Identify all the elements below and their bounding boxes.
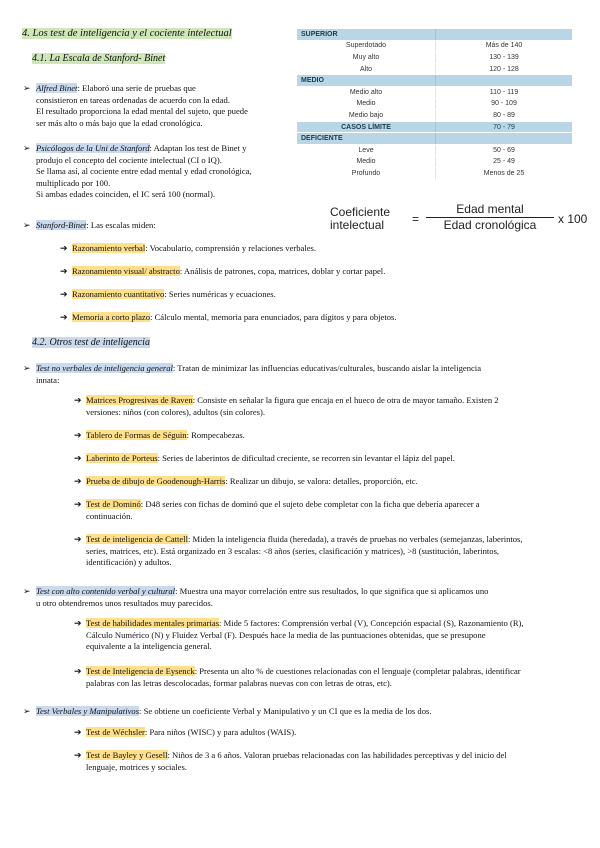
list-item: ➔ Tablero de Formas de Séguin: Rompecabezas. <box>74 430 245 440</box>
bullet-stanford-binet: ➢ Stanford-Binet: Las escalas miden: <box>23 220 156 230</box>
main-heading: 4. Los test de inteligencia y el cociente intelectual <box>22 28 232 39</box>
table-header-row: SUPERIOR <box>297 29 572 40</box>
table-row: Medio 25 - 49 <box>297 156 572 168</box>
formula-fraction <box>426 202 554 233</box>
list-item: ➔ Prueba de dibujo de Goodenough-Harris: Realizar un dibujo, se valora: detalles, proporción, etc. <box>74 476 418 486</box>
list-item: ➔ Test de habilidades mentales primarias: Mide 5 factores: Comprensión verbal (V), Concepción espacial (S), Razonamiento (R), Cálculo Numérico (N) y Fluidez Verbal (F). Después hace la media de las puntuaciones obtenidas, que se presupone equivalente a la inteligencia general. <box>74 618 524 652</box>
right-arrow-icon: ➔ <box>74 453 82 463</box>
table-header-row: MEDIO <box>297 75 572 87</box>
list-item: ➔ Memoria a corto plazo: Cálculo mental, memoria para enunciados, para dígitos y para objetos. <box>60 312 397 322</box>
list-item: ➔ Test de inteligencia de Cattell: Miden la inteligencia fluida (heredada), a través de pruebas no verbales (semejanzas, laberintos, series, matrices, etc). Está organizado en 3 escalas: <8 años (series, clasificación y matrices), >8 (sustitución, laberintos, identificación) y adultos. <box>74 534 523 568</box>
right-arrow-icon: ➔ <box>74 499 82 509</box>
table-row: Superdotado Más de 140 <box>297 40 572 52</box>
formula-lhs: Coeficiente intelectual <box>330 205 391 232</box>
list-item: ➔ Test de Wéchsler: Para niños (WISC) y para adultos (WAIS). <box>74 727 297 737</box>
table-header-row: CASOS LÍMITE 70 - 79 <box>297 121 572 133</box>
list-item: ➔ Test de Dominó: D48 series con fichas de dominó que el sujeto debe completar con la ficha que debería aparecer a continuación. <box>74 499 480 521</box>
arrow-bullet-icon: ➢ <box>23 83 31 93</box>
table-row: Medio 90 - 109 <box>297 98 572 110</box>
right-arrow-icon: ➔ <box>60 266 68 276</box>
arrow-bullet-icon: ➢ <box>23 143 31 153</box>
table-row: Profundo Menos de 25 <box>297 168 572 180</box>
right-arrow-icon: ➔ <box>74 727 82 737</box>
right-arrow-icon: ➔ <box>74 534 82 544</box>
bullet-no-verbales: ➢ Test no verbales de inteligencia general: Tratan de minimizar las influencias educativas/culturales, buscando aislar la inteligencia innata: <box>23 363 482 385</box>
list-item: ➔ Laberinto de Porteus: Series de laberintos de dificultad creciente, se recorren sin levantar el lápiz del papel. <box>74 453 455 463</box>
right-arrow-icon: ➔ <box>74 750 82 760</box>
table-row: Medio bajo 80 - 89 <box>297 110 572 122</box>
iq-classification-table <box>297 29 572 180</box>
bullet-title: Stanford-Binet <box>36 220 87 230</box>
list-item: ➔ Test de Inteligencia de Eysenck: Presenta un alto % de cuestiones relacionadas con el lenguaje (completar palabras, identificar palabras con las letras descolocadas, formar palabras nuevas con con letras de otras, etc). <box>74 666 521 688</box>
arrow-bullet-icon: ➢ <box>23 363 31 373</box>
right-arrow-icon: ➔ <box>74 476 82 486</box>
bullet-title: Alfred Binet <box>36 83 78 93</box>
bullet-stanford-psychologists: ➢ Psicólogos de la Uni de Stanford: Adaptan los test de Binet y produjo el concepto del cociente intelectual (CI o IQ). Se llama así, al cociente entre edad mental y edad cronológica, multiplicado por 100. Si ambas edades coinciden, el IC será 100 (normal). <box>23 143 252 200</box>
arrow-bullet-icon: ➢ <box>23 586 31 596</box>
list-item: ➔ Matrices Progresivas de Raven: Consiste en señalar la figura que encaja en el hueco de otra de mayor tamaño. Existen 2 versiones: niños (con colores), adultos (sin colores). <box>74 395 499 417</box>
formula-numerator: Edad mental <box>426 202 554 218</box>
arrow-bullet-icon: ➢ <box>23 706 31 716</box>
right-arrow-icon: ➔ <box>74 666 82 676</box>
right-arrow-icon: ➔ <box>60 312 68 322</box>
bullet-verbales-manipulativos: ➢ Test Verbales y Manipulativos: Se obtiene un coeficiente Verbal y Manipulativo y un CI que es la media de los dos. <box>23 706 432 716</box>
table-row: Leve 50 - 69 <box>297 144 572 156</box>
bullet-title: Test Verbales y Manipulativos <box>36 706 140 716</box>
arrow-bullet-icon: ➢ <box>23 220 31 230</box>
bullet-alfred-binet: ➢ Alfred Binet: Elaboró una serie de pruebas que consistieron en tareas ordenadas de acuerdo con la edad. El resultado proporciona la edad mental del sujeto, que puede ser más alto o más bajo que la edad cronológica. <box>23 83 248 128</box>
formula-multiplier: x 100 <box>558 212 588 226</box>
right-arrow-icon: ➔ <box>74 395 82 405</box>
list-item: ➔ Razonamiento verbal: Vocabulario, comprensión y relaciones verbales. <box>60 243 317 253</box>
section-heading-4-2: 4.2. Otros test de inteligencia <box>32 337 150 348</box>
bullet-title: Test con alto contenido verbal y cultural <box>36 586 176 596</box>
right-arrow-icon: ➔ <box>74 430 82 440</box>
table-header-row: DEFICIENTE <box>297 133 572 145</box>
right-arrow-icon: ➔ <box>74 618 82 628</box>
formula-denominator: Edad cronológica <box>443 218 537 232</box>
table-row: Muy alto 130 - 139 <box>297 52 572 64</box>
bullet-title: Test no verbales de inteligencia general <box>36 363 173 373</box>
table-row: Medio alto 110 - 119 <box>297 86 572 98</box>
bullet-alto-contenido: ➢ Test con alto contenido verbal y cultural: Muestra una mayor correlación entre sus resultados, lo que significa que si aplicamos uno u otro obtendremos unos resultados muy parecidos. <box>23 586 489 608</box>
table-row: Alto 120 - 128 <box>297 63 572 75</box>
formula-equals: = <box>412 212 420 226</box>
right-arrow-icon: ➔ <box>60 243 68 253</box>
list-item: ➔ Test de Bayley y Gesell: Niños de 3 a 6 años. Valoran pruebas relacionadas con las habilidades perceptivas y del inicio del lenguaje, motrices y sociales. <box>74 750 507 772</box>
section-heading-4-1: 4.1. La Escala de Stanford- Binet <box>32 53 166 64</box>
list-item: ➔ Razonamiento visual/ abstracto: Análisis de patrones, copa, matrices, doblar y cortar papel. <box>60 266 386 276</box>
list-item: ➔ Razonamiento cuantitativo: Series numéricas y ecuaciones. <box>60 289 276 299</box>
bullet-title: Psicólogos de la Uni de Stanford <box>36 143 150 153</box>
right-arrow-icon: ➔ <box>60 289 68 299</box>
